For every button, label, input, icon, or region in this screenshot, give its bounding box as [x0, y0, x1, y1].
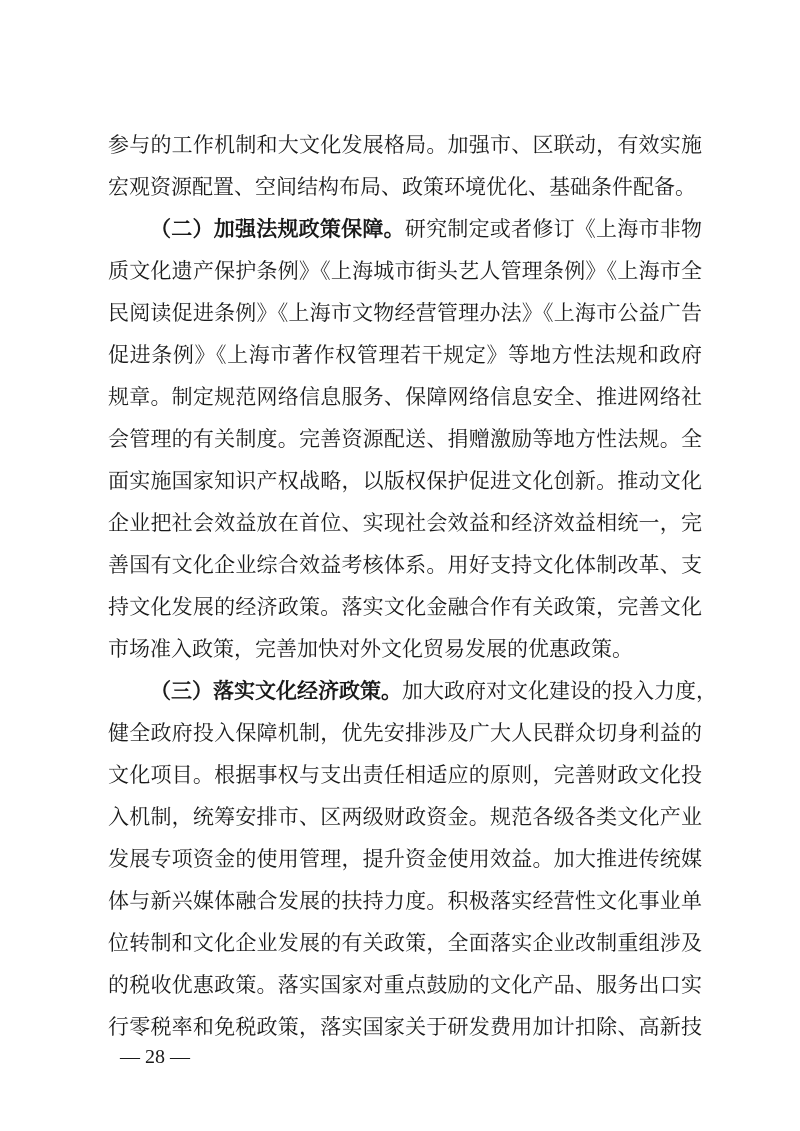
body-line: 促进条例》《上海市著作权管理若干规定》等地方性法规和政府	[108, 343, 702, 367]
body-line: 发展专项资金的使用管理，提升资金使用效益。加大推进传统媒	[108, 847, 702, 871]
section-heading-line	[150, 676, 717, 706]
body-line: 参与的工作机制和大文化发展格局。加强市、区联动，有效实施	[108, 133, 702, 157]
body-line: 质文化遗产保护条例》《上海城市街头艺人管理条例》《上海市全	[108, 259, 702, 283]
body-line: 行零税率和免税政策，落实国家关于研发费用加计扣除、高新技	[108, 1015, 702, 1039]
body-line: 入机制，统筹安排市、区两级财政资金。规范各级各类文化产业	[108, 805, 702, 829]
body-line: 宏观资源配置、空间结构布局、政策环境优化、基础条件配备。	[108, 175, 696, 199]
body-line: 规章。制定规范网络信息服务、保障网络信息安全、推进网络社	[108, 385, 702, 409]
body-line: 位转制和文化企业发展的有关政策，全面落实企业改制重组涉及	[108, 931, 702, 955]
body-line: 会管理的有关制度。完善资源配送、捐赠激励等地方性法规。全	[108, 427, 702, 451]
section-heading-line	[150, 214, 702, 244]
body-line: 民阅读促进条例》《上海市文物经营管理办法》《上海市公益广告	[108, 301, 702, 325]
body-line: 面实施国家知识产权战略，以版权保护促进文化创新。推动文化	[108, 469, 702, 493]
body-line: 持文化发展的经济政策。落实文化金融合作有关政策，完善文化	[108, 595, 702, 619]
body-line: 体与新兴媒体融合发展的扶持力度。积极落实经营性文化事业单	[108, 889, 702, 913]
body-line: 企业把社会效益放在首位、实现社会效益和经济效益相统一，完	[108, 511, 702, 535]
body-line: 的税收优惠政策。落实国家对重点鼓励的文化产品、服务出口实	[108, 973, 702, 997]
section-heading-rest: 研究制定或者修订《上海市非物	[404, 217, 703, 241]
body-line: 市场准入政策，完善加快对外文化贸易发展的优惠政策。	[108, 637, 633, 661]
body-line: 文化项目。根据事权与支出责任相适应的原则，完善财政文化投	[108, 763, 702, 787]
page-number: — 28 —	[120, 1046, 190, 1068]
body-line: 善国有文化企业综合效益考核体系。用好支持文化体制改革、支	[108, 553, 702, 577]
section-heading-rest: 加大政府对文化建设的投入力度，	[402, 679, 717, 703]
body-line: 健全政府投入保障机制，优先安排涉及广大人民群众切身利益的	[108, 721, 702, 745]
section-heading: （二）加强法规政策保障。	[150, 217, 405, 241]
section-heading: （三）落实文化经济政策。	[150, 679, 402, 703]
